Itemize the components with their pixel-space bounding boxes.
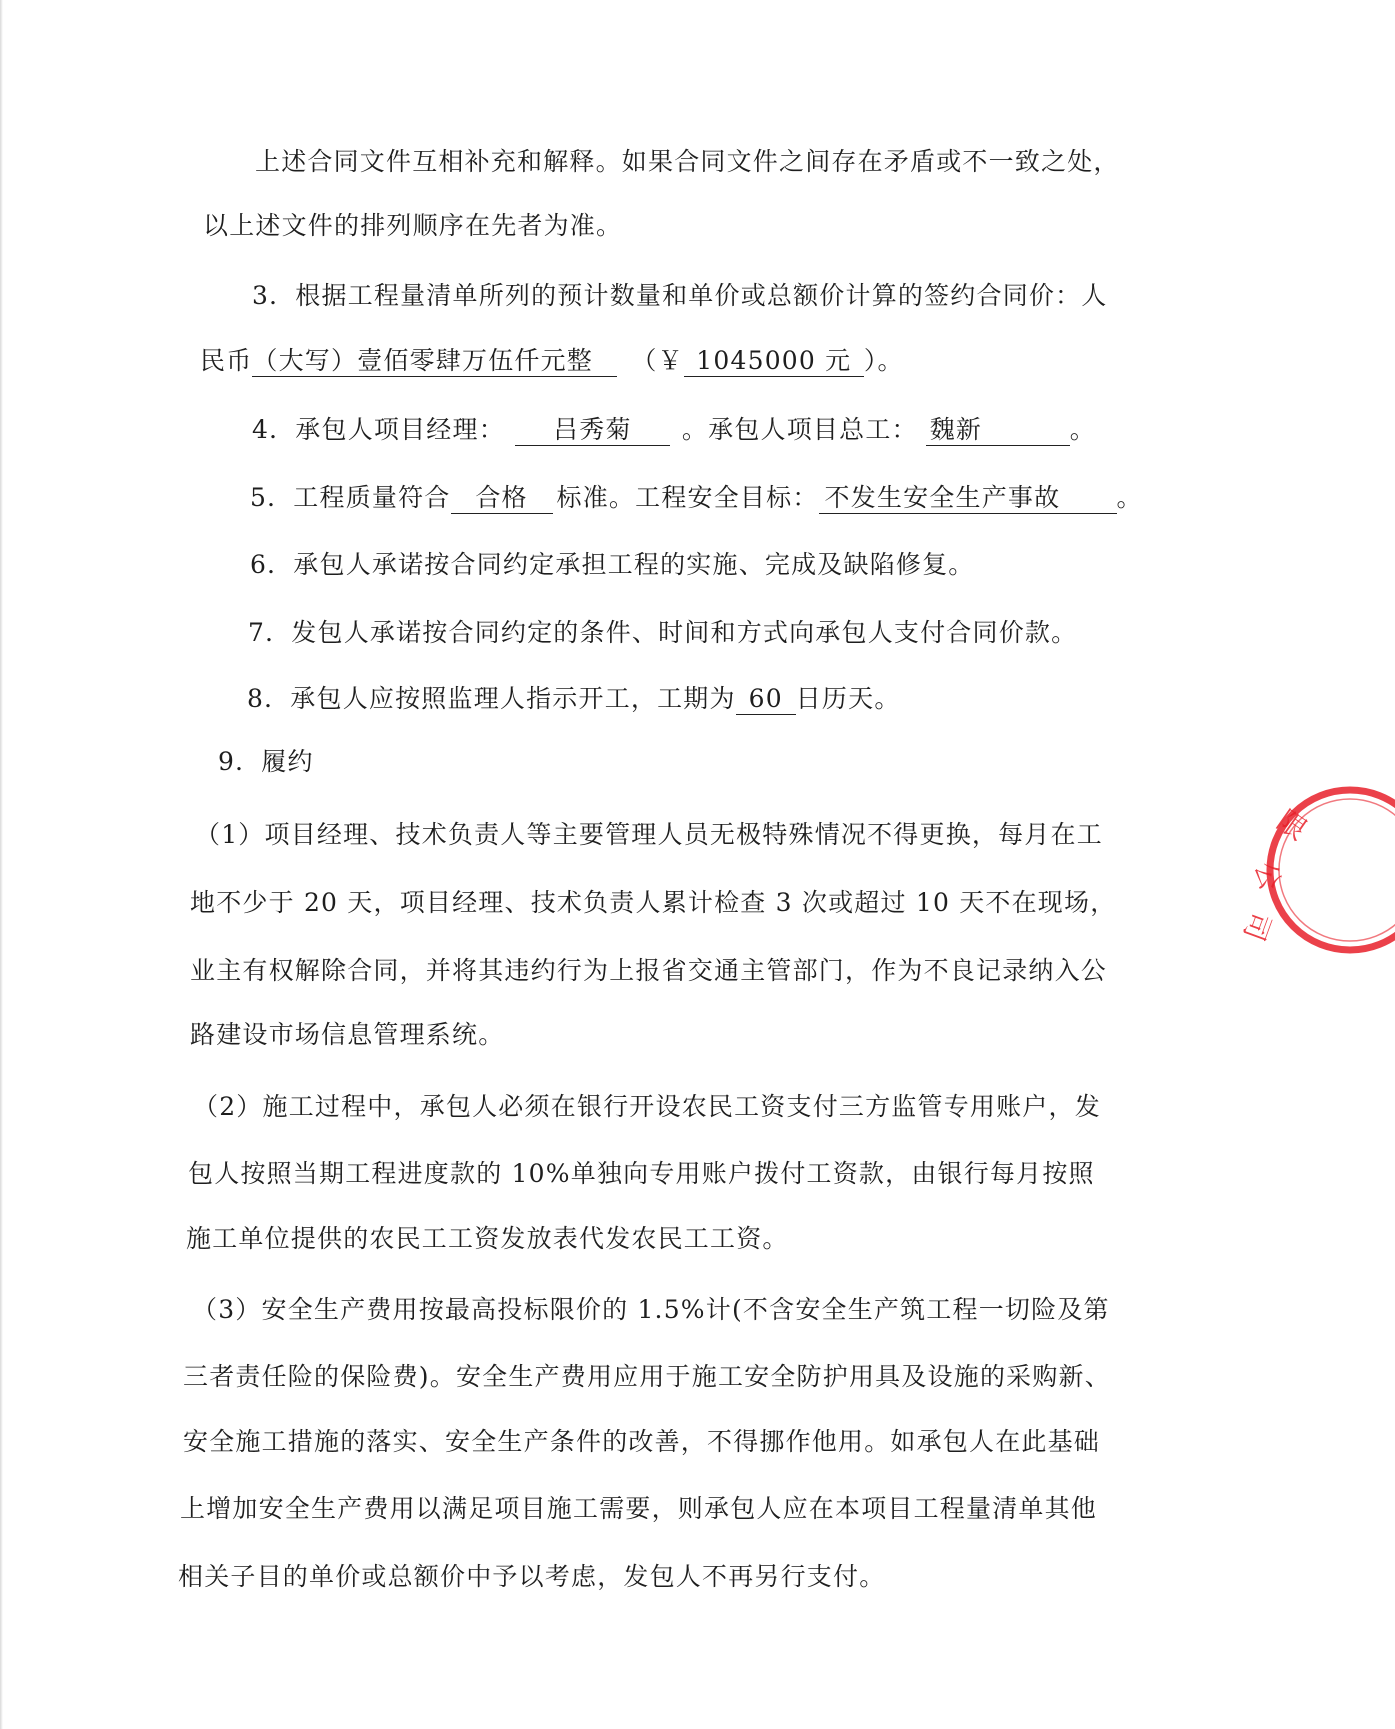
paragraph-line: 以上述文件的排列顺序在先者为准。 — [203, 211, 623, 240]
clause-9-3: 相关子目的单价或总额价中予以考虑，发包人不再另行支付。 — [178, 1562, 886, 1591]
construction-period-days: 60 — [736, 684, 796, 715]
paragraph-line: 上述合同文件互相补充和解释。如果合同文件之间存在矛盾或不一致之处， — [255, 147, 1120, 176]
clause-4 — [252, 413, 1096, 447]
clause-3-line-2 — [200, 344, 904, 378]
clause-9-3: 三者责任险的保险费)。安全生产费用应用于施工安全防护用具及设施的采购新、 — [183, 1362, 1111, 1391]
svg-text:限: 限 — [1270, 803, 1313, 847]
clause-9-3: 安全施工措施的落实、安全生产条件的改善，不得挪作他用。如承包人在此基础 — [183, 1427, 1101, 1456]
svg-text:司: 司 — [1236, 907, 1278, 946]
clause-text: 5．工程质量符合 — [250, 483, 451, 512]
clause-9-1: （1）项目经理、技术负责人等主要管理人员无极特殊情况不得更换，每月在工 — [195, 820, 1103, 849]
clause-9-1: 业主有权解除合同，并将其违约行为上报省交通主管部门，作为不良记录纳入公 — [190, 956, 1108, 985]
clause-9-3: 上增加安全生产费用以满足项目施工需要，则承包人应在本项目工程量清单其他 — [180, 1494, 1098, 1523]
project-manager-name: 吕秀菊 — [515, 415, 670, 446]
safety-target: 不发生安全生产事故 — [819, 483, 1117, 514]
clause-9-2: 施工单位提供的农民工工资发放表代发农民工工资。 — [186, 1224, 789, 1253]
company-seal-stamp — [1236, 785, 1395, 955]
contract-price-words: （大写）壹佰零肆万伍仟元整 — [252, 346, 617, 377]
clause-9-2: （2）施工过程中，承包人必须在银行开设农民工资支付三方监管专用账户，发 — [193, 1092, 1101, 1121]
contract-price-number: 1045000 元 — [684, 346, 864, 377]
clause-3-line-1: 3．根据工程量清单所列的预计数量和单价或总额价计算的签约合同价：人 — [252, 281, 1108, 310]
clause-text: 。 — [1116, 483, 1143, 512]
clause-5 — [250, 481, 1143, 515]
clause-9-1: 路建设市场信息管理系统。 — [190, 1020, 505, 1049]
clause-text: 。承包人项目总工： — [681, 415, 918, 444]
clause-text: ）。 — [863, 346, 904, 375]
quality-standard: 合格 — [451, 483, 553, 514]
clause-7: 7．发包人承诺按合同约定的条件、时间和方式向承包人支付合同价款。 — [248, 618, 1078, 647]
clause-text: 民币 — [200, 346, 253, 375]
svg-text:公: 公 — [1248, 858, 1288, 894]
clause-text: 。 — [1069, 415, 1096, 444]
clause-9-3: （3）安全生产费用按最高投标限价的 1.5%计(不含安全生产筑工程一切险及第 — [192, 1295, 1110, 1324]
clause-text: 4．承包人项目经理： — [252, 415, 505, 444]
scan-edge-shadow — [0, 0, 3, 1729]
clause-8 — [247, 682, 901, 716]
chief-engineer-name: 魏新 — [926, 415, 1070, 446]
clause-9-heading: 9．履约 — [218, 747, 314, 776]
clause-text: 日历天。 — [795, 684, 901, 713]
clause-text: （￥ — [631, 346, 684, 375]
clause-6: 6．承包人承诺按合同约定承担工程的实施、完成及缺陷修复。 — [250, 550, 975, 579]
clause-9-1: 地不少于 20 天，项目经理、技术负责人累计检查 3 次或超过 10 天不在现场， — [190, 888, 1117, 917]
clause-9-2: 包人按照当期工程进度款的 10%单独向专用账户拨付工资款，由银行每月按照 — [188, 1159, 1095, 1188]
clause-text: 标准。工程安全目标： — [556, 483, 819, 512]
clause-text: 8．承包人应按照监理人指示开工，工期为 — [247, 684, 736, 713]
